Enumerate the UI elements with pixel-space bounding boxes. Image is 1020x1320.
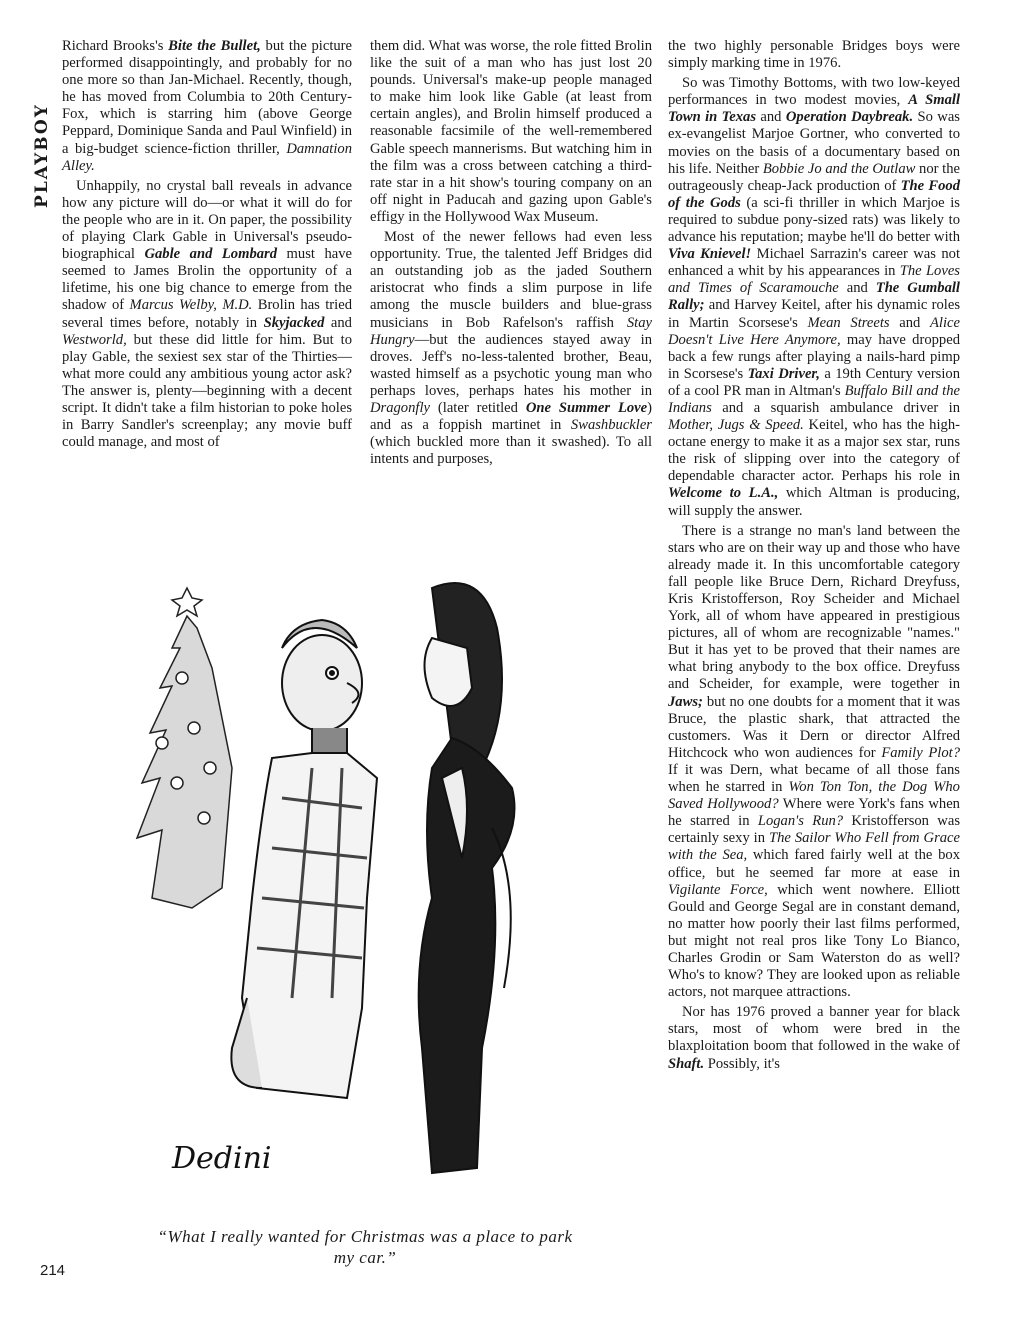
article-column-3	[668, 38, 960, 1076]
page-number: 214	[40, 1262, 66, 1279]
paragraph: Richard Brooks's Bite the Bullet, but the picture performed disappointingly, and probably for no one more so than Jan-Michael. Recently, though, he has moved from Columbia to 20th Century-Fox, which is starring him (above George Peppard, Dominique Sanda and Paul Winfield) in a big-budget science-fiction thriller, Damnation Alley.	[62, 38, 353, 174]
magazine-sidebar-logo	[28, 40, 54, 210]
magazine-name: PLAYBOY	[32, 103, 52, 208]
article-column-1	[62, 38, 352, 454]
svg-text:Dedini: Dedini	[172, 1141, 272, 1176]
paragraph: There is a strange no man's land between the stars who are on their way up and those who have already made it. In this uncomfortable category fall people like Bruce Dern, Richard Dreyfuss, Kris Kristofferson, Roy Scheider and Michael York, all of whom have appeared in prestigious pictures, all of whom are recognizable "names." But it has yet to be proved that their names are what bring anybody to the box office. Dreyfuss and Scheider, for example, were together in Jaws; but no one doubts for a moment that it was Bruce, the plastic shark, that attracted the customers. Was it Dern or director Alfred Hitchcock who won audiences for Family Plot? If it was Dern, what became of all those fans when he starred in Won Ton Ton, the Dog Who Saved Hollywood? Where were York's fans when he starred in Logan's Run? Kristofferson was certainly sexy in The Sailor Who Fell from Grace with the Sea, which fared fairly well at the box office, but he seemed far more at ease in Vigilante Force, which went nowhere. Elliott Gould and George Segal are in constant demand, no matter how poorly their last films performed, but might not real pros like Tony Lo Bianco, Charles Grodin or Sam Waterston do as well? Who's to know? They are looked upon as reliable actors, not marquee attractions.	[668, 522, 961, 1001]
paragraph: Most of the newer fellows had even less opportunity. True, the talented Jeff Bridges did an outstanding job as the jaded Southern aristocrat who finds a slim purpose in life among the muscle builders and blue-grass musicians in Bob Rafelson's raffish Stay Hungry—but the audiences stayed away in droves. Jeff's no-less-talented brother, Beau, wasted himself as a psychotic young man who perhaps loves, perhaps hates his mother in Dragonfly (later retitled One Summer Love) and as a foppish martinet in Swashbuckler (which buckled more than it swashed). To all intents and purposes,	[370, 229, 652, 468]
cartoon-caption: “What I really wanted for Christmas was a place to park my car.”	[157, 1227, 573, 1267]
paragraph: Nor has 1976 proved a banner year for black stars, most of whom were bred in the blaxploitation boom that followed in the wake of Shaft. Possibly, it's	[668, 1004, 960, 1072]
man-figure	[231, 620, 377, 1098]
paragraph: So was Timothy Bottoms, with two low-keyed performances in two modest movies, A Small Town in Texas and Operation Daybreak. So was ex-evangelist Marjoe Gortner, who converted to movies on the basis of a documentary based on his life. Neither Bobbie Jo and the Outlaw nor the outrageously cheap-Jack production of The Food of the Gods (a sci-fi thriller in which Marjoe is required to subdue pony-sized rats) was likely to advance his reputation; maybe he'll do better with Viva Knievel! Michael Sarrazin's career was not enhanced a whit by his appearances in The Loves and Times of Scaramouche and The Gumball Rally; and Harvey Keitel, after his dynamic roles in Martin Scorsese's Mean Streets and Alice Doesn't Live Here Anymore, may have dropped back a few rungs after playing a nails-hard pimp in Scorsese's Taxi Driver, a 19th Century version of a cool PR man in Altman's Buffalo Bill and the Indians and a squarish ambulance driver in Mother, Jugs & Speed. Keitel, who has the high-octane energy to make it as a major sex star, runs the risk of slipping over into the category of dependable character actor. Perhaps his role in Welcome to L.A., which Altman is producing, will supply the answer.	[668, 75, 961, 519]
christmas-tree	[137, 588, 232, 908]
cartoon-illustration	[132, 568, 562, 1193]
paragraph: them did. What was worse, the role fitted Brolin like the suit of a man who has just lost 20 pounds. Universal's make-up people managed to make him look like Gable (at least from certain angles), and Brolin himself produced a reasonable facsimile of the well-remembered Gable speech mannerisms. But watching him in the film was a cross between catching a third-rate star in a hit show's touring company on an off night in Paducah and gazing upon Gable's effigy in the Hollywood Wax Museum.	[370, 38, 652, 225]
paragraph: Unhappily, no crystal ball reveals in advance how any picture will do—or what it will do for the people who are in it. On paper, the possibility of playing Clark Gable in Universal's pseudo-biographical Gable and Lombard must have seemed to James Brolin the opportunity of a lifetime, his one big chance to emerge from the shadow of Marcus Welby, M.D. Brolin has tried several times before, notably in Skyjacked and Westworld, but these did little for him. But to play Gable, the sexiest sex star of the Thirties—what more could any ambitious young actor ask? The answer is, plenty—beginning with a decent script. It didn't take a film historian to poke holes in Barry Sandler's screenplay; any movie buff could manage, and most of	[62, 177, 353, 451]
paragraph: the two highly personable Bridges boys were simply marking time in 1976.	[668, 38, 960, 72]
woman-figure	[419, 583, 515, 1173]
article-column-2	[370, 38, 652, 471]
cartoonist-signature	[171, 1141, 272, 1176]
